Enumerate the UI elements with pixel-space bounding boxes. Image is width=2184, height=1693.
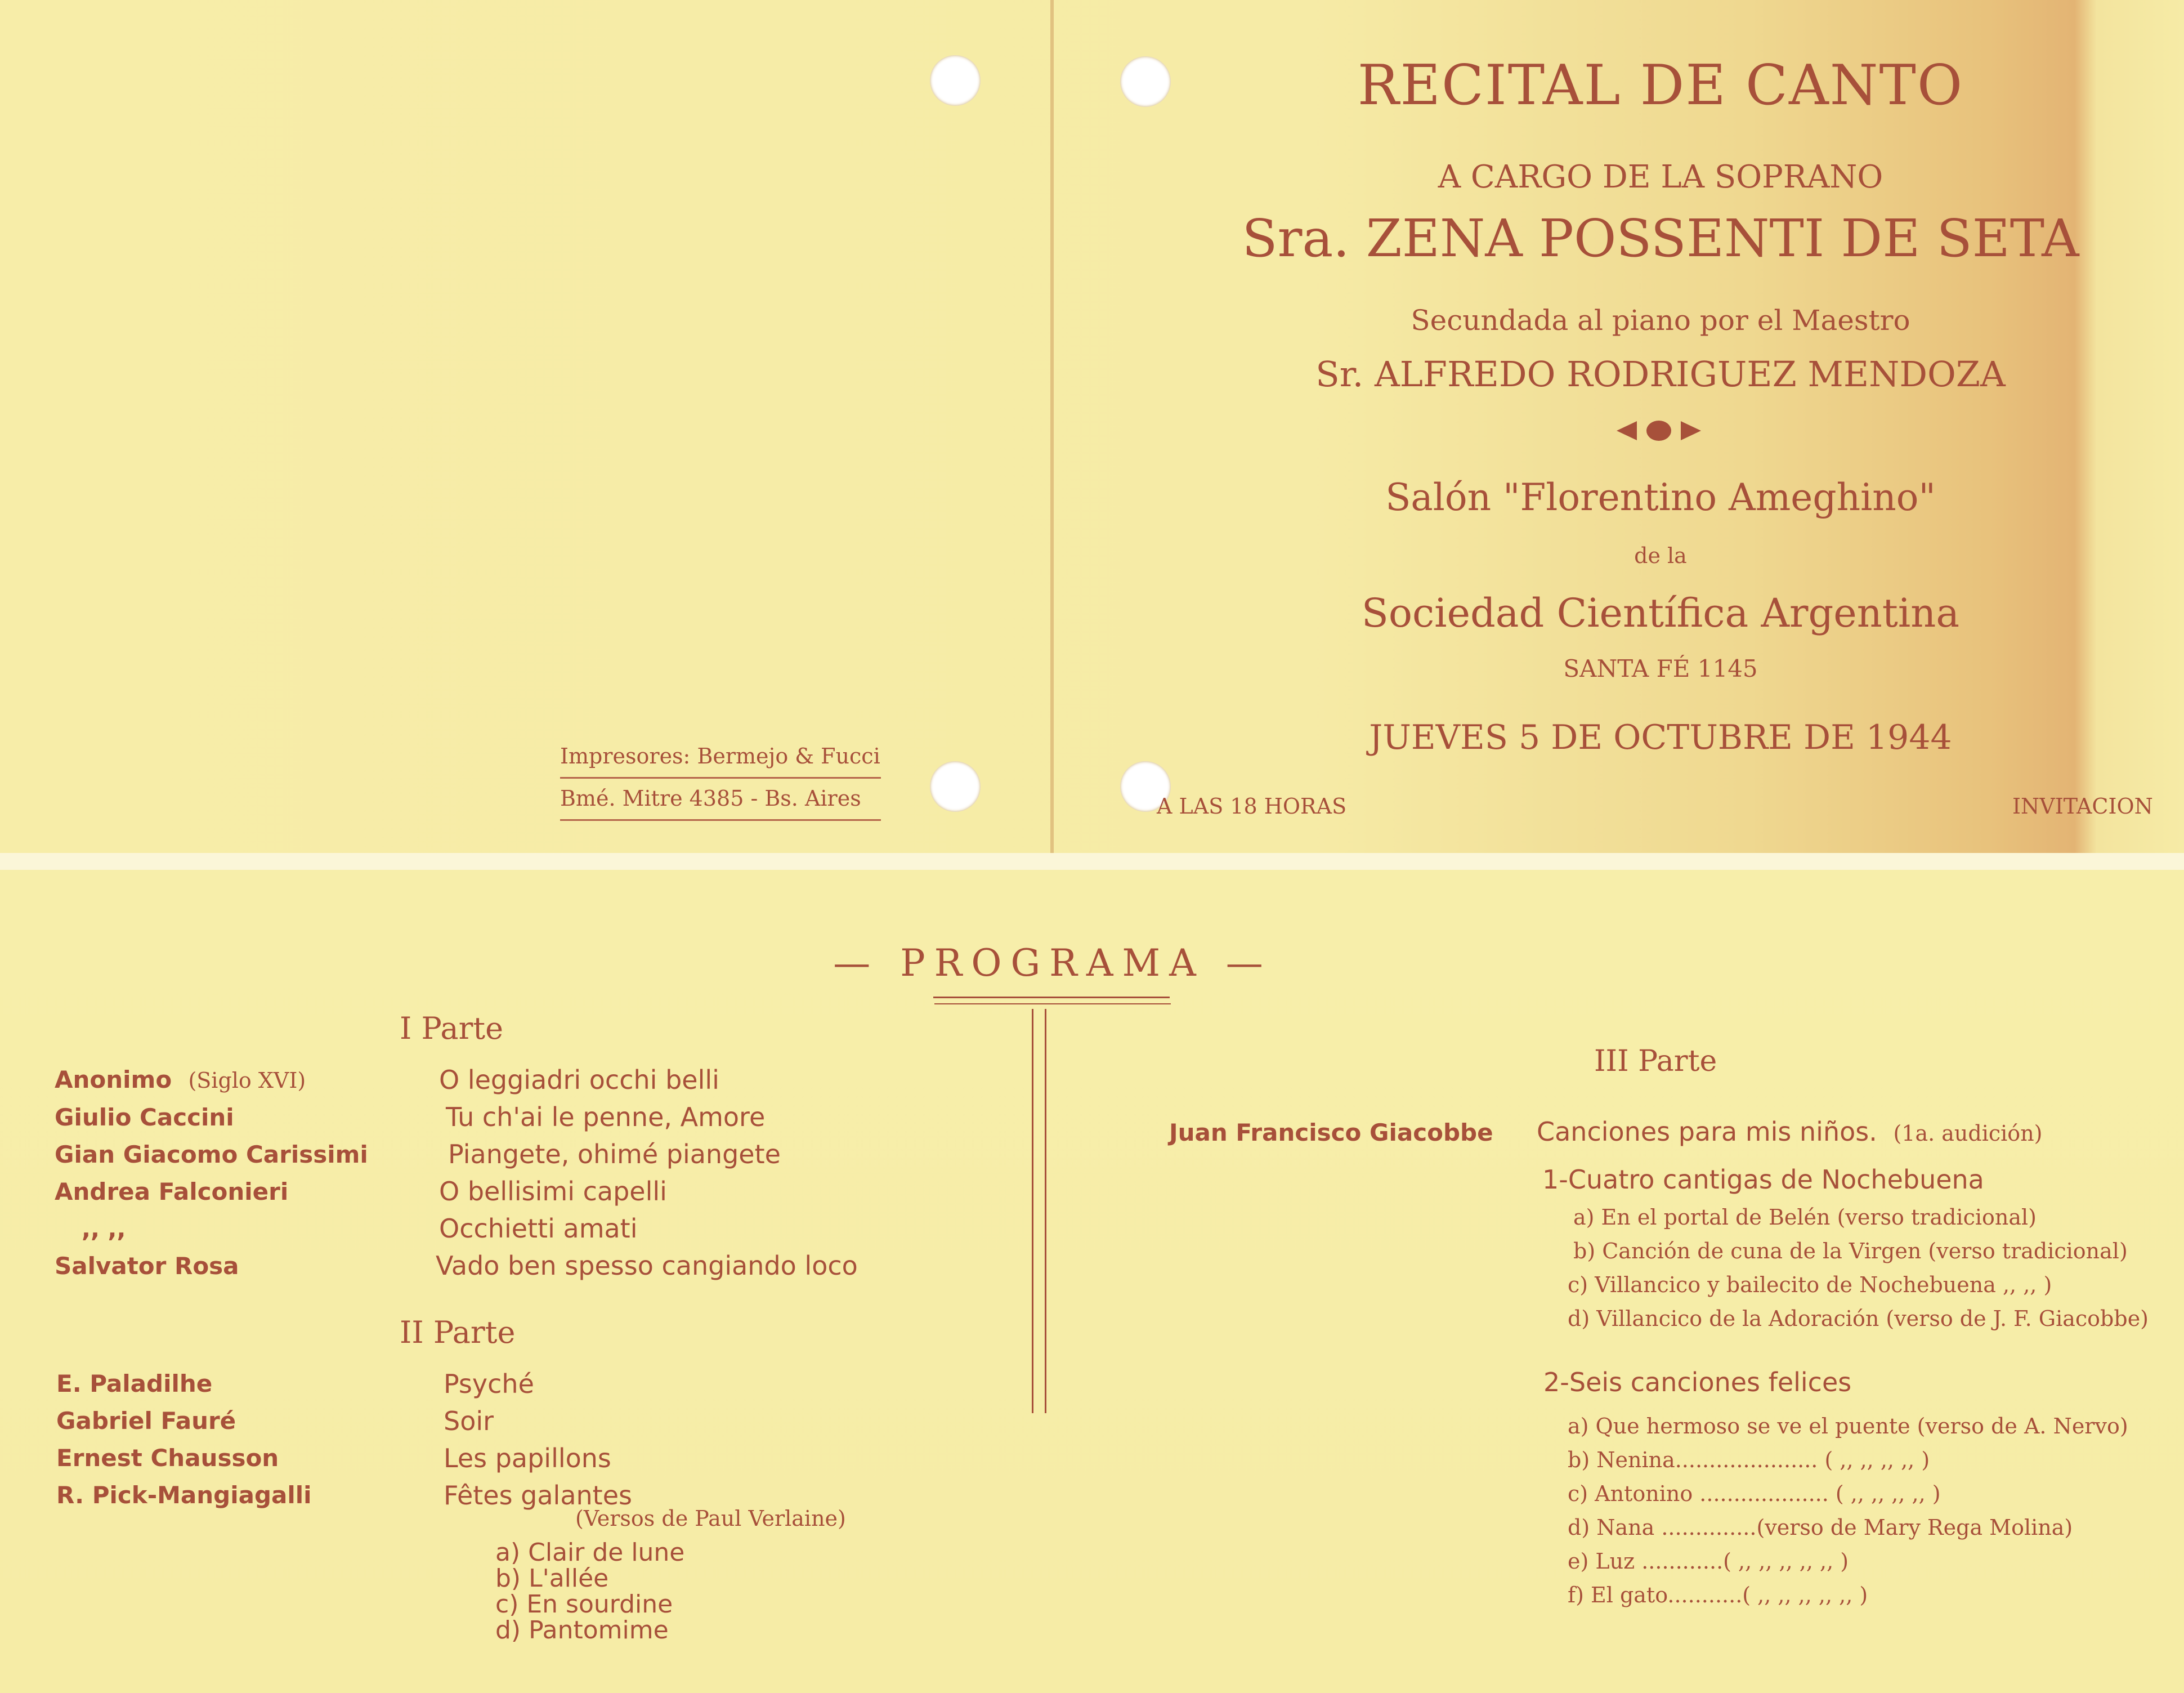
center-column-rule [1032, 1009, 1033, 1413]
punch-hole [930, 761, 981, 812]
song-item: c) Villancico y bailecito de Nochebuena ,, ,, ) [1568, 1272, 2052, 1297]
group2-title: 2-Seis canciones felices [1543, 1367, 1852, 1397]
composer: Salvator Rosa [55, 1252, 239, 1280]
composer: Andrea Falconieri [55, 1178, 289, 1205]
printers-block [560, 736, 881, 821]
ornament-icon [1617, 417, 1701, 445]
venue-name: Salón "Florentino Ameghino" [1385, 476, 1936, 519]
part2-title: II Parte [400, 1315, 516, 1350]
work: Canciones para mis niños. [1537, 1116, 1877, 1147]
event-time: A LAS 18 HORAS [1157, 794, 1347, 819]
work: O bellisimi capelli [439, 1176, 667, 1207]
address: SANTA FÉ 1145 [1563, 655, 1758, 682]
program-heading: — PROGRAMA — [833, 941, 1272, 985]
sheet-gap [0, 853, 2184, 870]
part2-verses: (Versos de Paul Verlaine) [575, 1506, 846, 1531]
invitation-label: INVITACION [2012, 794, 2153, 819]
song-item: b) Nenina..................... ( ,, ,, ,, ,, ) [1568, 1448, 1930, 1472]
group2-items [1568, 1409, 2128, 1612]
composer: Giulio Caccini [55, 1104, 234, 1131]
audition-note: (1a. audición) [1893, 1121, 2043, 1146]
work: Vado ben spesso cangiando loco [436, 1250, 858, 1281]
work: Tu ch'ai le penne, Amore [446, 1102, 766, 1132]
work: O leggiadri occhi belli [439, 1065, 719, 1095]
piano-line: Secundada al piano por el Maestro [1411, 304, 1910, 337]
printers-line-1: Impresores: Bermejo & Fucci [560, 736, 881, 779]
sub-item: d) Pantomime [495, 1616, 669, 1645]
composer: ,, ,, [82, 1215, 126, 1243]
printers-line-2: Bmé. Mitre 4385 - Bs. Aires [560, 779, 881, 821]
composer: Gian Giacomo Carissimi [55, 1141, 368, 1168]
heading-rule [933, 997, 1170, 998]
pianist-name: Sr. ALFREDO RODRIGUEZ MENDOZA [1315, 354, 2006, 395]
soprano-name: Sra. ZENA POSSENTI DE SETA [1242, 208, 2079, 269]
part2-subitems [495, 1540, 684, 1643]
work: Psyché [444, 1369, 534, 1399]
cover-subtitle: A CARGO DE LA SOPRANO [1438, 159, 1883, 195]
sub-item: a) Clair de lune [495, 1538, 685, 1567]
work: Occhietti amati [439, 1213, 638, 1244]
composer-note: (Siglo XVI) [188, 1068, 306, 1093]
sub-item: c) En sourdine [495, 1590, 673, 1619]
composer: Anonimo [55, 1066, 172, 1093]
work: Fêtes galantes [444, 1480, 632, 1511]
part3-work [1537, 1116, 2043, 1147]
work: Les papillons [444, 1443, 611, 1473]
heading-rule-2 [934, 1003, 1171, 1004]
song-item: b) Canción de cuna de la Virgen (verso tradicional) [1573, 1239, 2128, 1263]
part1-composers [55, 1061, 368, 1285]
composer: Ernest Chausson [56, 1444, 279, 1472]
center-fold [1050, 0, 1054, 853]
composer: Gabriel Fauré [56, 1407, 236, 1435]
composer: E. Paladilhe [56, 1370, 213, 1397]
group1-items [1568, 1200, 2149, 1335]
punch-hole [930, 55, 981, 106]
cover-title: RECITAL DE CANTO [1357, 53, 1964, 118]
part2-works [444, 1365, 632, 1514]
group1-title: 1-Cuatro cantigas de Nochebuena [1542, 1164, 1984, 1195]
punch-hole [1120, 56, 1171, 107]
part1-works [436, 1061, 858, 1284]
song-item: d) Villancico de la Adoración (verso de J. F. Giacobbe) [1568, 1306, 2149, 1331]
song-item: a) Que hermoso se ve el puente (verso de A. Nervo) [1568, 1414, 2128, 1439]
song-item: c) Antonino ................... ( ,, ,, ,, ,, ) [1568, 1481, 1941, 1506]
work: Piangete, ohimé piangete [448, 1139, 781, 1169]
song-item: d) Nana ..............(verso de Mary Rega Molina) [1568, 1515, 2073, 1540]
song-item: e) Luz ............( ,, ,, ,, ,, ,, ) [1568, 1549, 1849, 1574]
venue-de-la: de la [1634, 543, 1687, 568]
song-item: a) En el portal de Belén (verso tradicional) [1573, 1205, 2037, 1230]
society-name: Sociedad Científica Argentina [1361, 590, 1960, 636]
sub-item: b) L'allée [495, 1564, 609, 1593]
part2-composers [56, 1365, 312, 1514]
part3-composer: Juan Francisco Giacobbe [1169, 1119, 1493, 1146]
song-item: f) El gato...........( ,, ,, ,, ,, ,, ) [1568, 1583, 1868, 1607]
composer: R. Pick-Mangiagalli [56, 1481, 312, 1509]
center-column-rule [1045, 1009, 1046, 1413]
event-date: JUEVES 5 DE OCTUBRE DE 1944 [1369, 718, 1952, 757]
work: Soir [444, 1406, 494, 1436]
part3-title: III Parte [1594, 1044, 1717, 1078]
part1-title: I Parte [400, 1011, 504, 1046]
